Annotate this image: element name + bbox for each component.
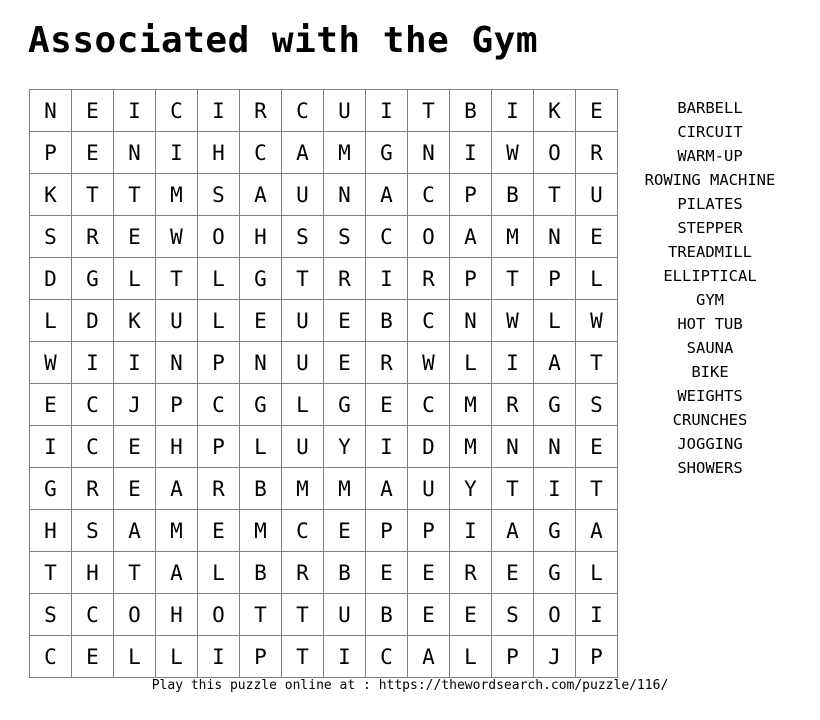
grid-cell[interactable]: R [366,342,408,384]
grid-cell[interactable]: I [366,426,408,468]
grid-row [30,90,618,132]
grid-cell[interactable]: E [72,132,114,174]
grid-cell[interactable]: E [366,384,408,426]
grid-cell[interactable]: A [534,342,576,384]
grid-cell[interactable]: W [408,342,450,384]
grid-cell[interactable]: E [408,594,450,636]
grid-cell[interactable]: L [198,258,240,300]
grid-cell[interactable]: E [324,342,366,384]
grid-cell[interactable]: B [492,174,534,216]
grid-cell[interactable]: L [450,342,492,384]
grid-cell[interactable]: G [324,384,366,426]
word-list-item[interactable]: BARBELL [677,99,743,117]
grid-cell[interactable]: C [408,384,450,426]
word-list [620,96,800,480]
grid-cell[interactable]: I [492,342,534,384]
grid-cell[interactable]: M [450,384,492,426]
grid-cell[interactable]: G [366,132,408,174]
word-list-item[interactable]: GYM [696,291,724,309]
grid-cell[interactable]: I [72,342,114,384]
grid-cell[interactable]: E [324,300,366,342]
grid-cell[interactable]: G [30,468,72,510]
grid-cell[interactable]: A [156,552,198,594]
grid-cell[interactable]: J [534,636,576,678]
grid-cell[interactable]: L [576,552,618,594]
grid-cell[interactable]: S [72,510,114,552]
grid-cell[interactable]: T [492,468,534,510]
grid-cell[interactable]: I [450,510,492,552]
grid-cell[interactable]: N [30,90,72,132]
grid-cell[interactable]: E [114,216,156,258]
word-list-item[interactable]: ELLIPTICAL [663,267,757,285]
grid-cell[interactable]: T [576,468,618,510]
grid-cell[interactable]: I [198,90,240,132]
grid-cell[interactable]: P [450,174,492,216]
grid-cell[interactable]: C [72,426,114,468]
grid-cell[interactable]: B [366,300,408,342]
grid-cell[interactable]: T [492,258,534,300]
grid-cell[interactable]: G [240,384,282,426]
grid-cell[interactable]: P [198,426,240,468]
grid-cell[interactable]: H [30,510,72,552]
grid-cell[interactable]: R [576,132,618,174]
grid-cell[interactable]: M [240,510,282,552]
grid-cell[interactable]: W [156,216,198,258]
grid-cell[interactable]: C [282,510,324,552]
grid-cell[interactable]: U [282,300,324,342]
grid-cell[interactable]: H [72,552,114,594]
grid-cell[interactable]: M [450,426,492,468]
grid-cell[interactable]: N [450,300,492,342]
grid-cell[interactable]: T [534,174,576,216]
grid-cell[interactable]: E [492,552,534,594]
grid-cell[interactable]: E [72,90,114,132]
grid-cell[interactable]: E [324,510,366,552]
grid-cell[interactable]: C [408,300,450,342]
grid-cell[interactable]: K [114,300,156,342]
grid-cell[interactable]: E [198,510,240,552]
grid-cell[interactable]: I [492,90,534,132]
grid-cell[interactable]: P [30,132,72,174]
grid-cell[interactable]: I [450,132,492,174]
grid-cell[interactable]: B [240,552,282,594]
grid-cell[interactable]: N [114,132,156,174]
grid-cell[interactable]: R [72,216,114,258]
grid-cell[interactable]: C [30,636,72,678]
word-list-item[interactable]: PILATES [677,195,743,213]
grid-cell[interactable]: C [72,384,114,426]
grid-cell[interactable]: O [114,594,156,636]
grid-cell[interactable]: W [576,300,618,342]
word-list-item[interactable]: CRUNCHES [672,411,748,429]
grid-row [30,594,618,636]
grid-cell[interactable]: C [240,132,282,174]
grid-cell[interactable]: H [198,132,240,174]
grid-cell[interactable]: R [198,468,240,510]
grid-cell[interactable]: R [72,468,114,510]
word-list-item[interactable]: BIKE [691,363,729,381]
grid-cell[interactable]: O [408,216,450,258]
grid-cell[interactable]: N [240,342,282,384]
grid-cell[interactable]: T [156,258,198,300]
word-list-item[interactable]: HOT TUB [677,315,743,333]
grid-cell[interactable]: O [534,132,576,174]
grid-cell[interactable]: P [450,258,492,300]
grid-cell[interactable]: P [240,636,282,678]
grid-cell[interactable]: C [408,174,450,216]
grid-cell[interactable]: C [156,90,198,132]
grid-cell[interactable]: P [366,510,408,552]
grid-cell[interactable]: C [198,384,240,426]
grid-row [30,468,618,510]
grid-cell[interactable]: J [114,384,156,426]
grid-cell[interactable]: E [576,90,618,132]
grid-cell[interactable]: U [324,90,366,132]
letter-grid-body [30,90,618,678]
grid-cell[interactable]: G [534,552,576,594]
grid-cell[interactable]: C [366,636,408,678]
grid-cell[interactable]: S [324,216,366,258]
grid-cell[interactable]: R [408,258,450,300]
grid-cell[interactable]: A [240,174,282,216]
grid-cell[interactable]: S [198,174,240,216]
grid-row [30,300,618,342]
page-title: Associated with the Gym [28,20,538,61]
word-list-item[interactable]: WEIGHTS [677,387,743,405]
grid-row [30,384,618,426]
grid-row [30,552,618,594]
word-list-item[interactable]: CIRCUIT [677,123,743,141]
grid-row [30,426,618,468]
grid-cell[interactable]: A [114,510,156,552]
grid-cell[interactable]: K [30,174,72,216]
grid-cell[interactable]: R [282,552,324,594]
grid-cell[interactable]: S [492,594,534,636]
word-list-item[interactable]: STEPPER [677,219,743,237]
grid-cell[interactable]: I [114,90,156,132]
word-list-item[interactable]: WARM-UP [677,147,743,165]
letter-grid[interactable] [29,89,618,678]
grid-cell[interactable]: U [282,426,324,468]
grid-cell[interactable]: R [492,384,534,426]
grid-cell[interactable]: A [450,216,492,258]
grid-cell[interactable]: U [576,174,618,216]
grid-cell[interactable]: E [450,594,492,636]
grid-cell[interactable]: I [30,426,72,468]
grid-cell[interactable]: M [282,468,324,510]
grid-cell[interactable]: M [156,510,198,552]
grid-cell[interactable]: U [324,594,366,636]
grid-cell[interactable]: I [156,132,198,174]
grid-cell[interactable]: T [408,90,450,132]
grid-cell[interactable]: A [366,174,408,216]
grid-cell[interactable]: N [492,426,534,468]
grid-cell[interactable]: I [576,594,618,636]
grid-row [30,258,618,300]
grid-cell[interactable]: I [114,342,156,384]
grid-cell[interactable]: L [114,636,156,678]
grid-cell[interactable]: N [324,174,366,216]
grid-cell[interactable]: S [30,216,72,258]
grid-cell[interactable]: S [282,216,324,258]
grid-cell[interactable]: I [324,636,366,678]
grid-cell[interactable]: L [240,426,282,468]
grid-cell[interactable]: L [30,300,72,342]
grid-row [30,636,618,678]
grid-cell[interactable]: W [30,342,72,384]
grid-cell[interactable]: D [72,300,114,342]
grid-cell[interactable]: C [366,216,408,258]
grid-cell[interactable]: M [156,174,198,216]
grid-cell[interactable]: L [534,300,576,342]
grid-cell[interactable]: E [408,552,450,594]
grid-cell[interactable]: P [534,258,576,300]
grid-cell[interactable]: D [30,258,72,300]
grid-cell[interactable]: U [408,468,450,510]
grid-cell[interactable]: I [198,636,240,678]
grid-cell[interactable]: E [72,636,114,678]
grid-cell[interactable]: E [576,426,618,468]
grid-cell[interactable]: E [366,552,408,594]
grid-cell[interactable]: C [72,594,114,636]
grid-cell[interactable]: U [282,174,324,216]
grid-cell[interactable]: T [576,342,618,384]
grid-cell[interactable]: C [282,90,324,132]
grid-cell[interactable]: E [114,468,156,510]
grid-cell[interactable]: B [366,594,408,636]
grid-cell[interactable]: O [198,216,240,258]
grid-row [30,342,618,384]
grid-cell[interactable]: H [156,426,198,468]
grid-row [30,174,618,216]
grid-cell[interactable]: R [240,90,282,132]
word-list-item[interactable]: ROWING MACHINE [644,171,776,189]
grid-cell[interactable]: T [282,636,324,678]
grid-cell[interactable]: A [156,468,198,510]
grid-cell[interactable]: P [492,636,534,678]
grid-cell[interactable]: T [282,258,324,300]
grid-cell[interactable]: I [366,258,408,300]
grid-cell[interactable]: N [156,342,198,384]
grid-cell[interactable]: T [282,594,324,636]
grid-cell[interactable]: T [72,174,114,216]
grid-cell[interactable]: G [72,258,114,300]
grid-cell[interactable]: B [240,468,282,510]
grid-cell[interactable]: A [576,510,618,552]
grid-cell[interactable]: S [576,384,618,426]
grid-row [30,216,618,258]
grid-cell[interactable]: P [576,636,618,678]
grid-cell[interactable]: E [114,426,156,468]
grid-cell[interactable]: O [198,594,240,636]
grid-cell[interactable]: E [30,384,72,426]
grid-cell[interactable]: M [324,468,366,510]
grid-cell[interactable]: A [282,132,324,174]
grid-cell[interactable]: M [492,216,534,258]
grid-cell[interactable]: G [240,258,282,300]
grid-cell[interactable]: K [534,90,576,132]
grid-cell[interactable]: B [450,90,492,132]
grid-cell[interactable]: B [324,552,366,594]
grid-cell[interactable]: E [240,300,282,342]
grid-cell[interactable]: L [198,552,240,594]
grid-row [30,510,618,552]
grid-cell[interactable]: A [492,510,534,552]
grid-row [30,132,618,174]
grid-cell[interactable]: N [534,426,576,468]
grid-cell[interactable]: D [408,426,450,468]
grid-cell[interactable]: I [534,468,576,510]
grid-cell[interactable]: G [534,510,576,552]
grid-cell[interactable]: T [30,552,72,594]
grid-cell[interactable]: S [30,594,72,636]
footer-note: Play this puzzle online at : https://thewordsearch.com/puzzle/116/ [151,678,669,693]
grid-cell[interactable]: L [114,258,156,300]
grid-cell[interactable]: L [576,258,618,300]
grid-cell[interactable]: U [282,342,324,384]
grid-cell[interactable]: E [576,216,618,258]
grid-cell[interactable]: U [156,300,198,342]
grid-cell[interactable]: R [324,258,366,300]
word-list-item[interactable]: JOGGING [677,435,743,453]
grid-cell[interactable]: L [450,636,492,678]
letter-grid-table[interactable] [29,89,618,678]
word-list-item[interactable]: SHOWERS [677,459,743,477]
grid-cell[interactable]: A [408,636,450,678]
grid-cell[interactable]: H [156,594,198,636]
grid-cell[interactable]: I [366,90,408,132]
grid-cell[interactable]: W [492,300,534,342]
word-list-item[interactable]: SAUNA [686,339,734,357]
grid-cell[interactable]: H [240,216,282,258]
grid-cell[interactable]: R [450,552,492,594]
grid-cell[interactable]: P [156,384,198,426]
grid-cell[interactable]: L [282,384,324,426]
grid-cell[interactable]: Y [450,468,492,510]
grid-cell[interactable]: W [492,132,534,174]
grid-cell[interactable]: N [534,216,576,258]
grid-cell[interactable]: M [324,132,366,174]
grid-cell[interactable]: L [198,300,240,342]
grid-cell[interactable]: L [156,636,198,678]
grid-cell[interactable]: P [408,510,450,552]
word-list-item[interactable]: TREADMILL [668,243,752,261]
grid-cell[interactable]: T [114,552,156,594]
grid-cell[interactable]: N [408,132,450,174]
grid-cell[interactable]: G [534,384,576,426]
grid-cell[interactable]: P [198,342,240,384]
grid-cell[interactable]: T [114,174,156,216]
grid-cell[interactable]: O [534,594,576,636]
grid-cell[interactable]: A [366,468,408,510]
grid-cell[interactable]: Y [324,426,366,468]
grid-cell[interactable]: T [240,594,282,636]
